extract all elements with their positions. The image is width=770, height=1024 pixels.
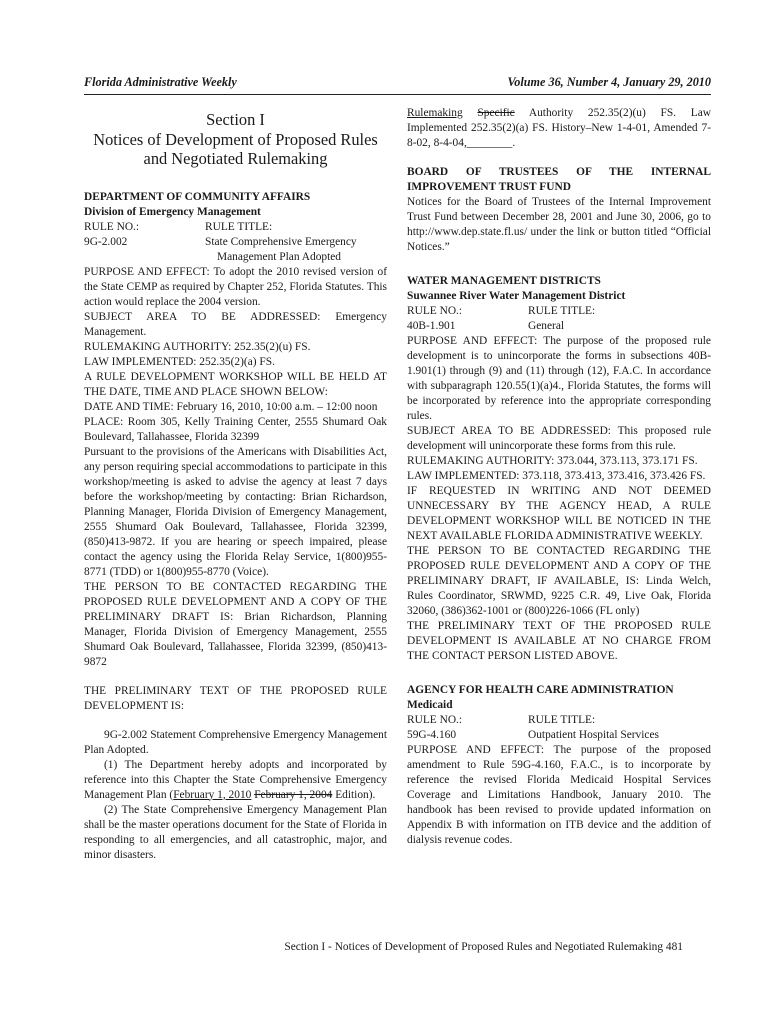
authority-history: Rulemaking Specific Authority 252.35(2)(u) FS. Law Implemented 252.35(2)(a) FS. History–New 1-4-01, Amended 7-8-02, 8-4-04,________. (407, 107, 711, 149)
workshop-notice: A RULE DEVELOPMENT WORKSHOP WILL BE HELD AT THE DATE, TIME AND PLACE SHOWN BELOW: (84, 370, 387, 398)
water-rule-number: 40B-1.901 (407, 320, 456, 332)
page-header (84, 75, 711, 91)
rule-paragraph-2: (2) The State Comprehensive Emergency Management Plan shall be the master operations document for the State of Florida in responding to all emergencies, and all catastrophic, major, and minor disasters. (84, 803, 387, 861)
ada-notice: Pursuant to the provisions of the Americans with Disabilities Act, any person requiring special accommodations to participate in this workshop/meeting is asked to advise the agency at least 7 days before the workshop/meeting by contacting: Brian Richardson, Planning Manager, Florida Division of Emergency Management, 2555 Shumard Oak Boulevard, Tallahassee, Florida 32399, (850)413-9872. If you are hearing or speech impaired, please contact the agency using the Florida Relay Service, 1(800)955-8771 (TDD) or 1(800)955-8770 (Voice). (84, 445, 387, 578)
right-column (407, 106, 711, 848)
water-division: Suwannee River Water Management District (407, 290, 626, 302)
rule-paragraph-1: (1) The Department hereby adopts and incorporated by reference into this Chapter the State Comprehensive Emergency Management Plan (February 1, 2010 February 1, 2004 Edition). (84, 758, 387, 801)
water-subject: SUBJECT AREA TO BE ADDRESSED: This proposed rule development will unincorporate these forms from this rule. (407, 425, 711, 452)
place: PLACE: Room 305, Kelly Training Center, 2555 Shumard Oak Boulevard, Tallahassee, Florida 32399 (84, 415, 387, 443)
ahca-division: Medicaid (407, 699, 453, 711)
preliminary-text-heading: THE PRELIMINARY TEXT OF THE PROPOSED RULE DEVELOPMENT IS: (84, 684, 387, 712)
purpose-effect: PURPOSE AND EFFECT: To adopt the 2010 revised version of the State CEMP as required by Chapter 252, Florida Statutes. This action would replace the 2004 version. (84, 265, 387, 308)
publication-name: Florida Administrative Weekly (84, 75, 237, 89)
board-heading: BOARD OF TRUSTEES OF THE INTERNAL IMPROVEMENT TRUST FUND (407, 166, 711, 193)
water-request: IF REQUESTED IN WRITING AND NOT DEEMED UNNECESSARY BY THE AGENCY HEAD, A RULE DEVELOPMENT WORKSHOP WILL BE NOTICED IN THE NEXT AVAILABLE FLORIDA ADMINISTRATIVE WEEKLY. (407, 485, 711, 542)
water-rule-info-row (407, 319, 711, 334)
board-notice: Notices for the Board of Trustees of the Internal Improvement Trust Fund between December 28, 2001 and June 30, 2006, go to http://www.dep.state.fl.us/ under the link or button titled “Official Notices.” (407, 196, 711, 253)
water-rule-title: General (528, 320, 565, 332)
rule-text-heading: 9G-2.002 Statement Comprehensive Emergency Management Plan Adopted. (84, 728, 387, 756)
law-implemented: LAW IMPLEMENTED: 252.35(2)(a) FS. (84, 355, 275, 368)
water-rule-header-row: RULE NO.: RULE TITLE: (407, 305, 596, 317)
water-heading: WATER MANAGEMENT DISTRICTS (407, 275, 601, 287)
ahca-purpose: PURPOSE AND EFFECT: The purpose of the proposed amendment to Rule 59G-4.160, F.A.C., is to incorporate by reference the revised Florida Medicaid Hospital Services Coverage and Limitations Handbook, January 2010. The handbook has been revised to provide updated information on Appendix B with information on ITB device and the addition of dialysis revenue codes. (407, 744, 711, 846)
ahca-rule-info-row (407, 728, 711, 743)
department-heading: DEPARTMENT OF COMMUNITY AFFAIRS (84, 190, 311, 203)
water-law: LAW IMPLEMENTED: 373.118, 373.413, 373.416, 373.426 FS. (407, 470, 706, 482)
ahca-rule-header-row: RULE NO.: RULE TITLE: (407, 714, 596, 726)
contact-person: THE PERSON TO BE CONTACTED REGARDING THE PROPOSED RULE DEVELOPMENT AND A COPY OF THE PRELIMINARY DRAFT IS: Brian Richardson, Planning Manager, Florida Division of Emergency Management, 2555 Shumard Oak Boulevard, Tallahassee, Florida 32399, (850)413-9872 (84, 580, 387, 668)
water-rulemaking: RULEMAKING AUTHORITY: 373.044, 373.113, 373.171 FS. (407, 455, 698, 467)
water-contact: THE PERSON TO BE CONTACTED REGARDING THE PROPOSED RULE DEVELOPMENT AND A COPY OF THE PRELIMINARY DRAFT, IF AVAILABLE, IS: Linda Welch, Rules Coordinator, SRWMD, 9225 C.R. 49, Live Oak, Florida 32060, (386)362-1001 or (800)226-1066 (FL only) (407, 545, 711, 617)
left-column (84, 106, 387, 863)
ahca-rule-title: Outpatient Hospital Services (528, 729, 659, 741)
rulemaking-authority: RULEMAKING AUTHORITY: 252.35(2)(u) FS. (84, 340, 311, 353)
section-heading: Section I Notices of Development of Proposed Rules and Negotiated Rulemaking (93, 110, 378, 168)
issue-info: Volume 36, Number 4, January 29, 2010 (507, 75, 711, 89)
rule-title: State Comprehensive Emergency Management Plan Adopted (205, 235, 357, 263)
water-purpose: PURPOSE AND EFFECT: The purpose of the proposed rule development is to unincorporate the forms in subsections 40B-1.901(1) through (9) and (11) through (12), F.A.C. In accordance with subparagraph 120.55(1)(a)4., Florida Statutes, the forms will be incorporated by reference into the appropriate corresponding rules. (407, 335, 711, 422)
rule-info-row (84, 235, 387, 265)
header-divider (84, 94, 711, 95)
rule-number: 9G-2.002 (84, 235, 128, 248)
date-time: DATE AND TIME: February 16, 2010, 10:00 a.m. – 12:00 noon (84, 400, 378, 413)
subject-area: SUBJECT AREA TO BE ADDRESSED: Emergency Management. (84, 310, 387, 338)
ahca-rule-number: 59G-4.160 (407, 729, 457, 741)
water-preliminary: THE PRELIMINARY TEXT OF THE PROPOSED RULE DEVELOPMENT IS AVAILABLE AT NO CHARGE FROM THE CONTACT PERSON LISTED ABOVE. (407, 620, 711, 662)
ahca-heading: AGENCY FOR HEALTH CARE ADMINISTRATION (407, 684, 674, 696)
division-heading: Division of Emergency Management (84, 205, 261, 218)
rule-header-row: RULE NO.: RULE TITLE: (84, 220, 273, 233)
page-footer: Section I - Notices of Development of Proposed Rules and Negotiated Rulemaking 481 (284, 941, 683, 953)
